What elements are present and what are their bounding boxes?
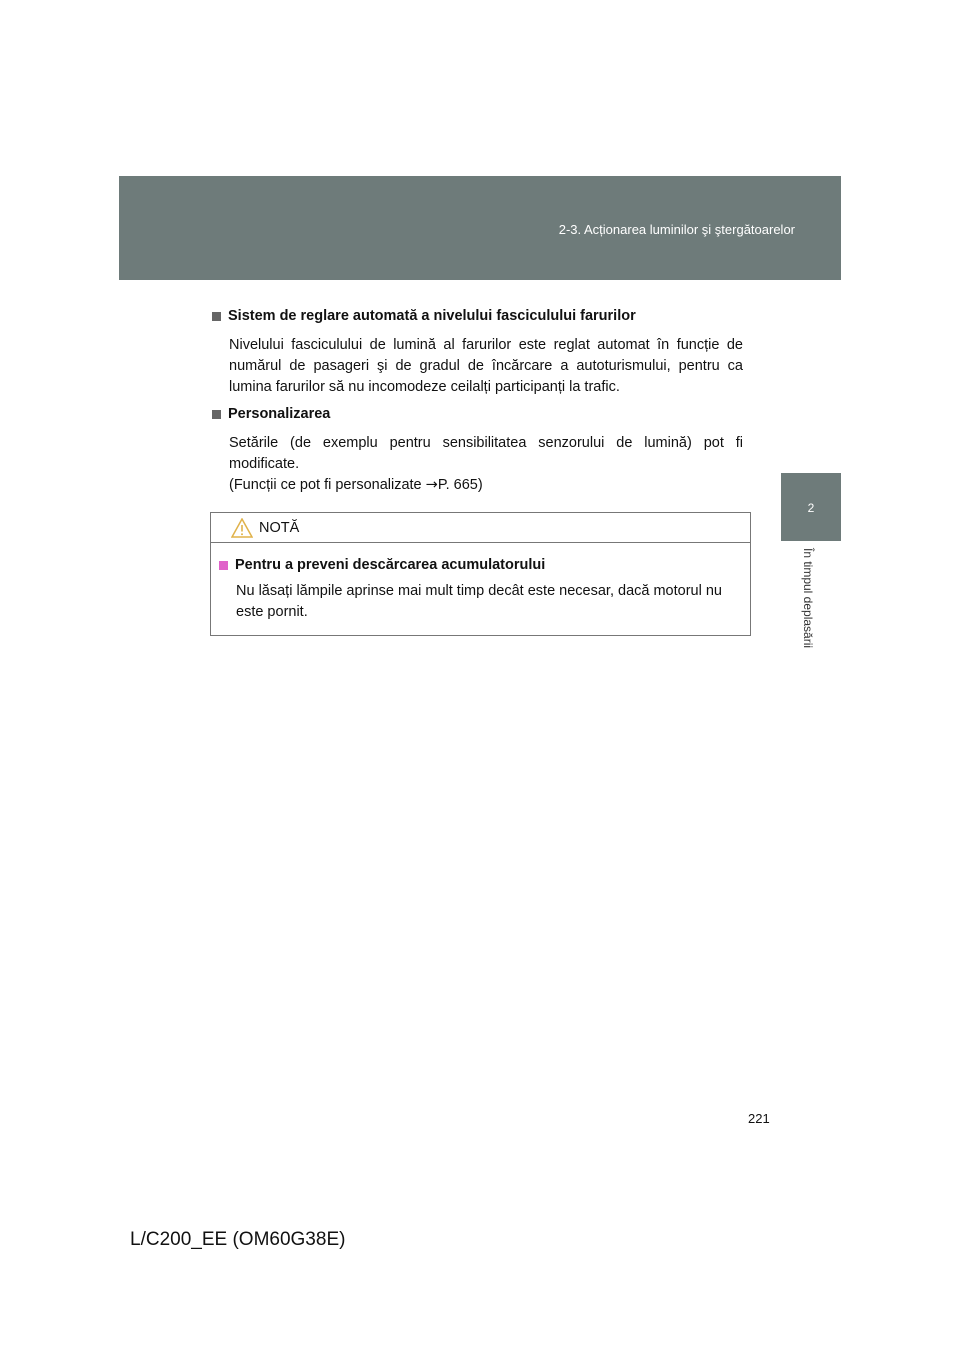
header-band <box>119 176 841 280</box>
note-heading-text: Pentru a preveni descărcarea acumulatorului <box>235 557 546 573</box>
chapter-caption <box>798 548 818 670</box>
heading-text: Sistem de reglare automată a nivelului fasciculului farurilor <box>228 308 636 324</box>
chapter-tab <box>781 473 841 541</box>
note-body <box>211 543 750 623</box>
warning-triangle-icon <box>231 518 253 538</box>
note-heading <box>219 555 742 576</box>
heading-text: Personalizarea <box>228 406 331 422</box>
page-number: 221 <box>748 1111 770 1126</box>
chapter-title: În timpul deplasării <box>801 548 815 649</box>
note-text: Nu lăsați lămpile aprinse mai mult timp decât este necesar, dacă motorul nu este pornit. <box>236 583 722 620</box>
document-code: L/C200_EE (OM60G38E) <box>130 1229 346 1250</box>
chapter-number: 2 <box>807 501 815 515</box>
note-header <box>211 513 750 543</box>
reference-prefix: (Funcții ce pot fi personalizate <box>229 477 426 493</box>
note-box <box>210 512 751 636</box>
main-content <box>212 306 743 496</box>
square-bullet-icon <box>212 312 221 321</box>
section-heading-personalization <box>212 404 743 425</box>
cross-reference <box>212 475 743 496</box>
note-label: NOTĂ <box>259 519 300 536</box>
arrow-right-icon: → <box>425 477 438 493</box>
section-heading-auto-leveling <box>212 306 743 327</box>
square-bullet-icon <box>212 410 221 419</box>
reference-link[interactable]: P. 665) <box>437 477 483 493</box>
paragraph-auto-leveling: Nivelului fasciculului de lumină al farurilor este reglat automat în funcție de numărul de pasageri şi de gradul de încărcare a autoturismului, pentru ca lumina farurilor să nu incomodeze ceilalți participanți la trafic. <box>229 337 743 395</box>
paragraph-personalization: Setările (de exemplu pentru sensibilitatea senzorului de lumină) pot fi modificate. <box>229 435 743 472</box>
section-title: 2-3. Acționarea luminilor şi ştergătoarelor <box>558 222 795 237</box>
square-bullet-icon <box>219 561 228 570</box>
